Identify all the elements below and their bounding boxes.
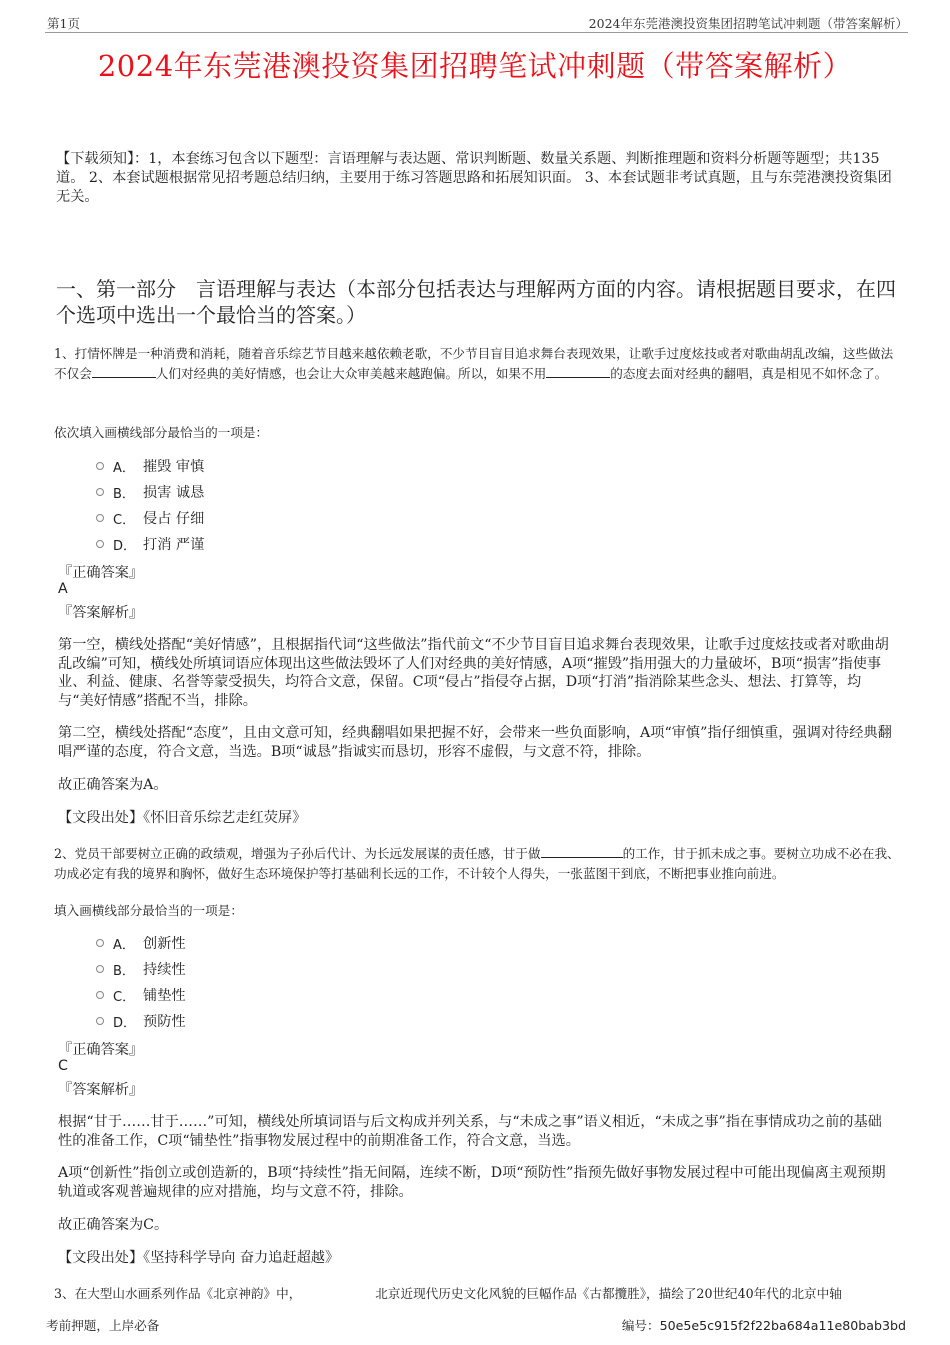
q1-answer-label: 『正确答案』 — [58, 565, 144, 581]
page-title: 2024年东莞港澳投资集团招聘笔试冲刺题（带答案解析） — [97, 49, 853, 83]
question-2-prompt: 填入画横线部分最恰当的一项是： — [54, 903, 243, 918]
footer-code: 编号：50e5e5c915f2f22ba684a11e80bab3bd — [621, 1318, 906, 1333]
q1-option-a[interactable]: A． 摧毁 审慎 — [96, 456, 204, 476]
radio-icon[interactable] — [96, 488, 104, 496]
q1-option-d[interactable]: D． 打消 严谨 — [96, 534, 204, 554]
footer-slogan: 考前押题，上岸必备 — [46, 1318, 160, 1333]
q2-option-a[interactable]: A． 创新性 — [96, 933, 186, 953]
q1-analysis-paragraph: 第二空，横线处搭配“态度”，且由文意可知，经典翻唱如果把握不好，会带来一些负面影响，A项“审慎”指仔细慎重，强调对待经典翻唱严谨的态度，符合文意，当选。B项“诚恳”指诚实而恳切，形容不虚假，与文意不符，排除。 — [58, 725, 892, 760]
radio-icon[interactable] — [96, 514, 104, 522]
question-1-text: 1、打情怀牌是一种消费和消耗，随着音乐综艺节目越来越依赖老歌，不少节目盲目追求舞台表现效果，让歌手过度炫技或者对歌曲胡乱改编，这些做法不仅会 人们对经典的美好情感，也会让大众审美越来越跑偏。所以，如果不用 的态度去面对经典的翻唱，真是相见不如怀念了。 — [54, 346, 894, 381]
radio-icon[interactable] — [96, 462, 104, 470]
q1-conclusion: 故正确答案为A。 — [58, 777, 168, 793]
q2-conclusion: 故正确答案为C。 — [58, 1217, 169, 1233]
radio-icon[interactable] — [96, 939, 104, 947]
q2-analysis-label: 『答案解析』 — [58, 1082, 144, 1098]
q2-analysis-paragraph: 根据“甘于……甘于……”可知，横线处所填词语与后文构成并列关系，与“未成之事”语义相近，“未成之事”指在事情成功之前的基础性的准备工作，C项“铺垫性”指事物发展过程中的前期准备工作，符合文意，当选。 — [58, 1114, 882, 1149]
header-doc-title: 2024年东莞港澳投资集团招聘笔试冲刺题（带答案解析） — [588, 16, 908, 31]
header-divider — [45, 32, 908, 33]
q1-option-c[interactable]: C． 侵占 仔细 — [96, 508, 204, 528]
q1-analysis-label: 『答案解析』 — [58, 605, 144, 621]
q2-option-d[interactable]: D． 预防性 — [96, 1011, 186, 1031]
blank-1 — [541, 844, 623, 858]
q1-analysis-paragraph: 第一空，横线处搭配“美好情感”，且根据指代词“这些做法”指代前文“不少节目盲目追求舞台表现效果，让歌手过度炫技或者对歌曲胡乱改编”可知，横线处所填词语应体现出这些做法毁坏了人们对经典的美好情感，A项“摧毁”指用强大的力量破坏，B项“损害”指使事业、利益、健康、名誉等蒙受损失，均符合文意，保留。C项“侵占”指侵夺占据，D项“打消”指消除某些念头、想法、打算等，均与“美好情感”搭配不当，排除。 — [58, 637, 889, 709]
question-2-text: 2、党员干部要树立正确的政绩观，增强为子孙后代计、为长远发展谋的责任感，甘于做 的工作，甘于抓未成之事。要树立功成不必在我、功成必定有我的境界和胸怀，做好生态环境保护等打基础利长远的工作，不计较个人得失，一张蓝图干到底，不断把事业推向前进。 — [54, 846, 900, 881]
radio-icon[interactable] — [96, 991, 104, 999]
radio-icon[interactable] — [96, 540, 104, 548]
q1-source: 【文段出处】《怀旧音乐综艺走红荧屏》 — [58, 810, 307, 826]
radio-icon[interactable] — [96, 965, 104, 973]
header-page-number: 第1页 — [47, 16, 80, 31]
q2-analysis-paragraph: A项“创新性”指创立或创造新的，B项“持续性”指无间隔，连续不断，D项“预防性”指预先做好事物发展过程中可能出现偏离主观预期轨道或客观普遍规律的应对措施，均与文意不符，排除。 — [58, 1165, 886, 1200]
section-heading: 一、第一部分 言语理解与表达（本部分包括表达与理解两方面的内容。请根据题目要求，在四个选项中选出一个最恰当的答案。） — [56, 277, 896, 327]
blank-2 — [546, 364, 610, 378]
radio-icon[interactable] — [96, 1017, 104, 1025]
question-1-prompt: 依次填入画横线部分最恰当的一项是： — [54, 425, 269, 440]
blank-1 — [92, 364, 156, 378]
q2-option-c[interactable]: C． 铺垫性 — [96, 985, 186, 1005]
question-3-text: 3、在大型山水画系列作品《北京神韵》中， 北京近现代历史文化风貌的巨幅作品《古都攬胜》，描绘了20世纪40年代的北京中轴 — [54, 1286, 842, 1301]
q2-source: 【文段出处】《坚持科学导向 奋力追赶超越》 — [58, 1250, 340, 1266]
download-notice: 【下载须知】：1，本套练习包含以下题型：言语理解与表达题、常识判断题、数量关系题、判断推理题和资料分析题等题型；共135道。 2、本套试题根据常见招考题总结归纳，主要用于练习答题思路和拓展知识面。 3、本套试题非考试真题，且与东莞港澳投资集团无关。 — [56, 151, 892, 205]
q2-answer-label: 『正确答案』 — [58, 1042, 144, 1058]
q1-option-b[interactable]: B． 损害 诚恳 — [96, 482, 204, 502]
q2-answer: C — [58, 1058, 68, 1074]
q1-answer: A — [58, 581, 68, 597]
q2-option-b[interactable]: B． 持续性 — [96, 959, 186, 979]
